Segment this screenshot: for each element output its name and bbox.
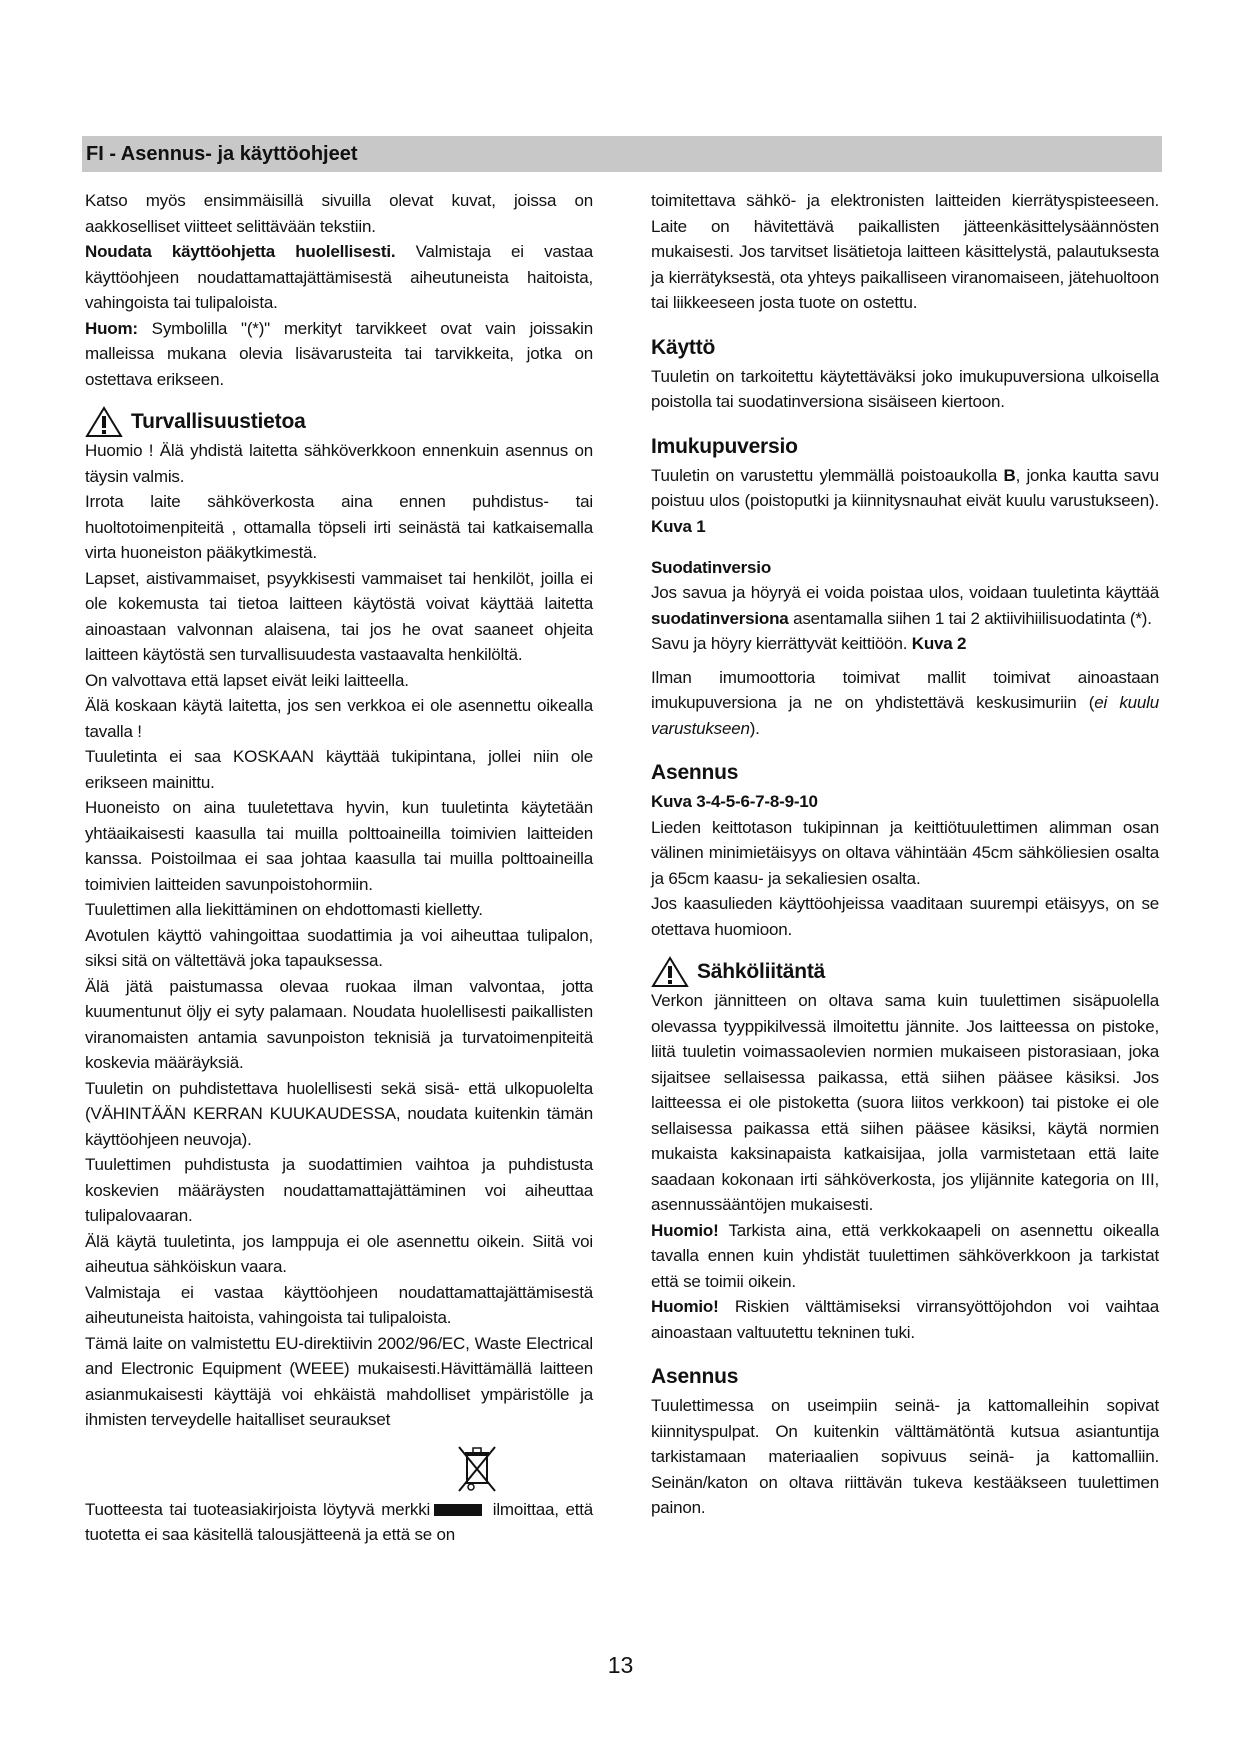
- page-number: 13: [607, 1652, 634, 1678]
- right-column: [651, 188, 1159, 1521]
- weee-bar-icon: [434, 1504, 482, 1516]
- safety-item: Älä koskaan käytä laitetta, jos sen verkkoa ei ole asennettu oikealla tavalla !: [85, 696, 593, 741]
- section-header: [82, 136, 1162, 172]
- electrical-heading: Sähköliitäntä: [651, 956, 1159, 988]
- safety-item: Älä käytä tuuletinta, jos lamppuja ei ole asennettu oikein. Siitä voi aiheutua sähköiskun vaara.: [85, 1231, 593, 1276]
- left-column: [85, 188, 593, 1548]
- weee-continuation: toimitettava sähkö- ja elektronisten laitteiden kierrätyspisteeseen. Laite on hävitettävä paikallisten jätteenkäsittelysäännösten mukaisesti. Jos tarvitset lisätietoja laitteen käsittelystä, palautuksesta ja kierrätyksestä, ota yhteys paikalliseen viranomaiseen, jätehuoltoon tai liikkeeseen josta tuote on ostettu.: [651, 191, 1159, 312]
- safety-item: Huomio ! Älä yhdistä laitetta sähköverkkoon ennenkuin asennus on täysin valmis.: [85, 441, 593, 486]
- safety-item: Irrota laite sähköverkosta aina ennen puhdistus- tai huoltotoimenpiteitä , ottamalla töpseli irti seinästä tai katkaisemalla virta huoneiston pääkytkimestä.: [85, 492, 593, 562]
- mounting-text: Tuulettimessa on useimpiin seinä- ja kattomalleihin sopivat kiinnityspulpat. On kuitenkin välttämätöntä kutsua asiantuntija tarkistamaan materiaalien sopivuus seinä- ja kattomalliin. Seinän/katon on oltava riittävän tukeva kestääkseen tuulettimen painon.: [651, 1396, 1159, 1517]
- weee-bin-icon: [455, 1443, 499, 1495]
- weee-text: Tuotteesta tai tuoteasiakirjoista löytyvä merkki ilmoittaa, että tuotetta ei saa käsitellä talousjätteenä ja että se on: [85, 1499, 593, 1544]
- use-text: Tuuletin on tarkoitettu käytettäväksi joko imukupuversiona ulkoisella poistolla tai suodatinversiona sisäiseen kiertoon.: [651, 366, 1159, 411]
- safety-heading: Turvallisuustietoa: [85, 406, 593, 438]
- intro-text: Katso myös ensimmäisillä sivuilla olevat kuvat, joissa on aakkoselliset viitteet selittävään tekstiin.: [85, 191, 593, 236]
- electrical-text: Verkon jännitteen on oltava sama kuin tuulettimen sisäpuolella olevassa tyyppikilvessä ilmoitettu jännite. Jos laitteessa on pistoke, liitä tuuletin voimassaolevien normien mukaiseen pistorasiaan, joka sijaitsee sellaisessa paikassa, että siihen pääsee käsiksi. Jos laitteessa ei ole pistoketta (suora liitos verkkoon) tai pistoke ei ole sellaisessa paikassa että siihen pääsee käsiksi, käytä normien mukaista kaksinapaista katkaisijaa, jolla varmistetaan että laite saadaan kokonaan irti sähköverkosta, jos ylijännite kategoria on III, asennussääntöjen mukaisesti.: [651, 991, 1159, 1214]
- safety-item: Huoneisto on aina tuuletettava hyvin, kun tuuletinta käytetään yhtäaikaisesti kaasulla tai muilla polttoaineilla toimivien laitteiden kanssa. Poistoilmaa ei saa johtaa kaasulla tai muilla polttoaineilla toimivien laitteiden savunpoistohormiin.: [85, 798, 593, 894]
- installation-heading: Asennus: [651, 761, 739, 784]
- warning-icon: [85, 406, 123, 438]
- warning-icon: [651, 956, 689, 988]
- electrical-note-2: Huomio! Riskien välttämiseksi virransyöttöjohdon voi vaihtaa ainoastaan valtuutettu tekninen tuki.: [651, 1297, 1159, 1342]
- filter-heading: Suodatinversio: [651, 558, 772, 577]
- filter-text-2: Savu ja höyry kierrättyvät keittiöön. Kuva 2: [651, 634, 967, 653]
- extract-heading: Imukupuversio: [651, 434, 798, 458]
- use-heading: Käyttö: [651, 335, 716, 359]
- safety-item: On valvottava että lapset eivät leiki laitteella.: [85, 670, 409, 690]
- note-careful: Noudata käyttöohjetta huolellisesti. Valmistaja ei vastaa käyttöohjeen noudattamattajättämisestä aiheutuneista haitoista, vahingoista tai tulipaloista.: [85, 242, 593, 312]
- safety-item: Tuulettimen puhdistusta ja suodattimien vaihtoa ja puhdistusta koskevien määräysten noudattamattajättäminen voi aiheuttaa tulipalovaaran.: [85, 1155, 593, 1225]
- note-optional: Huom: Symbolilla "(*)" merkityt tarvikkeet ovat vain joissakin malleissa mukana olevia lisävarusteita tai tarvikkeita, jotka on ostettava erikseen.: [85, 318, 593, 389]
- safety-item: Tuuletinta ei saa KOSKAAN käyttää tukipintana, jollei niin ole erikseen mainittu.: [85, 747, 593, 792]
- safety-item: Tämä laite on valmistettu EU-direktiivin 2002/96/EC, Waste Electrical and Electronic Equipment (WEEE) mukaisesti.Hävittämällä laitteen asianmukaisesti käyttäjä voi ehkäistä mahdolliset ympäristölle ja ihmisten terveydelle haitalliset seuraukset: [85, 1333, 593, 1429]
- safety-item: Valmistaja ei vastaa käyttöohjeen noudattamattajättämisestä aiheutuneista haitoista, vahingoista tai tulipaloista.: [85, 1282, 593, 1327]
- safety-item: Älä jätä paistumassa olevaa ruokaa ilman valvontaa, jotta kuumentunut öljy ei syty palamaan. Noudata huolellisesti paikallisten viranomaisten antamia savunpoiston teknisiä ja turvatoimenpiteitä koskevia määräyksiä.: [85, 976, 593, 1072]
- motorless-text: Ilman imumoottoria toimivat mallit toimivat ainoastaan imukupuversiona ja ne on yhdistettävä keskusimuriin (ei kuulu varustukseen).: [651, 667, 1159, 738]
- extract-text: Tuuletin on varustettu ylemmällä poistoaukolla B, jonka kautta savu poistuu ulos (poistoputki ja kiinnitysnauhat eivät kuulu varustukseen). Kuva 1: [651, 465, 1159, 536]
- safety-item: Lapset, aistivammaiset, psyykkisesti vammaiset tai henkilöt, joilla ei ole kokemusta tai tietoa laitteen käytöstä voivat käyttää laitetta ainoastaan valvonnan alaisena, tai jos he ovat saaneet ohjeita laitteen käytöstä sen turvallisuudesta vastaavalta henkilöltä.: [85, 568, 593, 664]
- installation-text: Lieden keittotason tukipinnan ja keittiötuulettimen alimman osan välinen minimietäisyys on oltava vähintään 45cm sähköliesien osalta ja 65cm kaasu- ja sekaliesien osalta.: [651, 817, 1159, 888]
- electrical-note: Huomio! Tarkista aina, että verkkokaapeli on asennettu oikealla tavalla ennen kuin yhdistät tuulettimen sähköverkkoon ja tarkistat että se toimii oikein.: [651, 1220, 1159, 1291]
- safety-item: Tuulettimen alla liekittäminen on ehdottomasti kielletty.: [85, 900, 483, 919]
- safety-item: Avotulen käyttö vahingoittaa suodattimia ja voi aiheuttaa tulipalon, siksi sitä on vältettävä joka tapauksessa.: [85, 925, 593, 970]
- installation-text-2: Jos kaasulieden käyttöohjeissa vaaditaan suurempi etäisyys, on se otettava huomioon.: [651, 894, 1159, 939]
- mounting-heading: Asennus: [651, 1365, 739, 1388]
- page-title: FI - Asennus- ja käyttöohjeet: [86, 143, 358, 165]
- safety-item: Tuuletin on puhdistettava huolellisesti sekä sisä- että ulkopuolelta (VÄHINTÄÄN KERRAN KUUKAUDESSA, noudata kuitenkin tämän käyttöohjeen neuvoja).: [85, 1078, 593, 1149]
- installation-figures: Kuva 3-4-5-6-7-8-9-10: [651, 792, 818, 811]
- filter-text: Jos savua ja höyryä ei voida poistaa ulos, voidaan tuuletinta käyttää suodatinversiona asentamalla siihen 1 tai 2 aktiivihiilisuodatinta (*).: [651, 583, 1159, 628]
